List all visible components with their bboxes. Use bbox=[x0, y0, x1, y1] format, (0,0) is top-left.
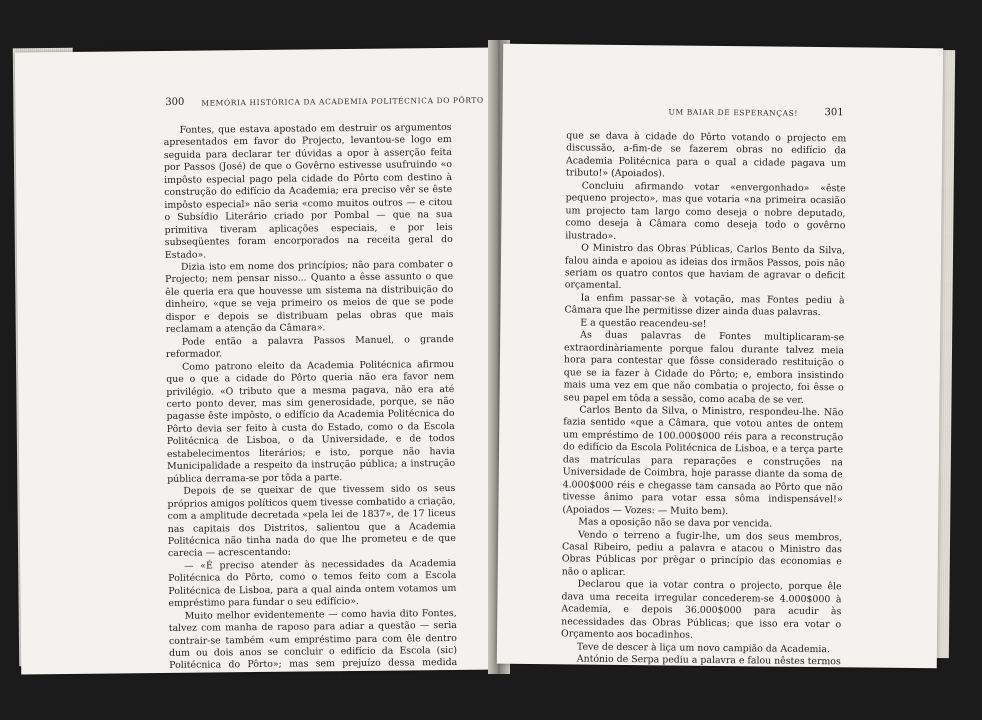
right-paragraph: Teve de descer à liça um novo campião da Academia. bbox=[576, 641, 831, 655]
right-paragraph: que se dava à cidade do Pôrto votando o projecto em discussão, a-fim-de se fazerem obras no edifício da Academia Politécnica para o qual a cidade pagava um tributo!» (Apoiados). bbox=[565, 130, 847, 180]
right-page bbox=[497, 44, 943, 716]
right-paragraph: E a questão reacendeu-se! bbox=[580, 317, 707, 330]
left-running-head: MEMÓRIA HISTÓRICA DA ACADEMIA POLITÉCNICA DO PÔRTO bbox=[201, 95, 484, 108]
left-paragraph: Fontes, que estava apostado em destruir os argumentos apresentados em favor do Projecto, levantou-se logo em seguida para declarar ter dúvidas a opor à asserção feita por Passos (José) de que o Govêrno estivesse usufruindo «o impôsto especial pago pela cidade do Pôrto com destino à construção do edifício da Academia; era preciso vêr se êste impôsto especial» não seria «como muitos outros — e citou o Subsídio Literário criado por Pombal — que na sua primitiva tiveram aplicações especiais, e por leis subseqüentes foram encorporados na receita geral do Estado». bbox=[163, 121, 453, 261]
left-paragraph: Muito melhor evidentemente — como havia dito Fontes, talvez com manha de raposo para adiar a questão — seria contrair-se também «um empréstimo para com êle dentro dum ou dois anos se concluir o edifício da Escola (sic) Politécnica do Pôrto»; mas sem prejuízo dessa medida supunha que «era um testemunho de consideração bbox=[168, 607, 458, 684]
right-paragraph: António de Serpa pediu a palavra e falou nêstes termos sensatos: bbox=[560, 653, 841, 678]
right-paragraph: Carlos Bento da Silva, o Ministro, respondeu-lhe. Não fazia sentido «que a Câmara, que votou antes de ontem um empréstimo de 100.000$000 réis para a reconstrução do edifício da Escola Politécnica de Lisboa, e a terça parte das matrículas para reparações e construções na Universidade de Coimbra, hoje parasse diante da soma de 4.000$000 réis e chegasse tam cansada ao Pôrto que não tivesse ânimo para votar essa sôma indispensável!» (Apoiados — Vozes: — Muito bem). bbox=[562, 404, 844, 517]
left-paragraph: Dizia isto em nome dos princípios; não para combater o Projecto; nem pensar nisso... Quanto a êsse assunto o que êle queria era que houvesse um sistema na distribuição do dinheiro, «que se veja primeiro os meios de que se pode dispor e depois se distribuam pelas obras que mais reclamam a atenção da Câmara». bbox=[165, 258, 454, 336]
left-paragraph: Como patrono eleito da Academia Politécnica afirmou que o que a cidade do Pôrto queria não era favor nem privilégio. «O tributo que a mesma pagava, não era até certo ponto dever, mas sim generosidade, porque, se não pagasse êste impôsto, o edifício da Academia Politécnica do Pôrto devia ser feito à custa do Estado, como o da Escola Politécnica de Lisboa, o da Universidade, e de todos estabelecimentos literários; e isto, porque não havia Municipalidade a respeito da instrução pública; a instrução pública derrama-se por tôda a parte. bbox=[166, 358, 456, 485]
left-paragraph: Depois de se queixar de que tivessem sido os seus próprios amigos políticos quem tivesse combatido a criação, com a amplitude decretada «pela lei de 1837», de 17 liceus nas capitais dos Distritos, salientou que a Academia Politécnica não tinha nada do que lhe prometeu e de que carecia — acrescentando: bbox=[167, 483, 456, 560]
left-text-block bbox=[164, 122, 458, 685]
left-page-number: 300 bbox=[165, 96, 185, 108]
left-paragraph: Pode então a palavra Passos Manuel, o grande reformador. bbox=[165, 333, 454, 361]
left-paragraph: — «É preciso atender às necessidades da Academia Politécnica do Pôrto, como o temos feito com a Escola Politécnica de Lisboa, para a qual ainda ontem votamos um empréstimo para fundar o seu edifício». bbox=[168, 557, 457, 610]
right-paragraph: Concluiu afirmando votar «envergonhado» «êste pequeno projecto», mas que votaria «na primeira ocasião um projecto tam largo como deseja o nobre deputado, como deseja à Câmara como deseja todo o govêrno ilustrado». bbox=[565, 180, 846, 242]
right-paragraph: Declarou que ia votar contra o projecto, porque êle dava uma receita irregular concederem-se 4.000$000 à Academia, e depois 36.000$000 para acudir às necessidades das Obras Públicas; que isso era votar o Orçamento aos bocadinhos. bbox=[561, 578, 842, 641]
right-paragraph: — «Snr. Presidente, eu tenho visto desnaturar completamente a questão (Apoiados), tem-se votado êste ano, tem-se votado em tôdas bbox=[560, 678, 841, 716]
right-paragraph: Mas a oposição não se dava por vencida. bbox=[578, 516, 773, 530]
right-paragraph: As duas palavras de Fontes multiplicaram-se extraordinàriamente porque falou durante talvez meia hora para contestar que fôsse considerado restituição o que se ia fazer à Cidade do Pôrto; e, embora insistindo mais uma vez em que não combatia o projecto, foi êsse o seu papel em tôda a sessão, como acaba de se ver. bbox=[563, 329, 845, 406]
left-page bbox=[15, 48, 499, 684]
right-text-block bbox=[560, 130, 846, 718]
right-paragraph: Vendo o terreno a fugir-lhe, um dos seus membros, Casal Ribeiro, pediu a palavra e atacou o Ministro das Obras Públicas por prègar o princípio das economias e não o aplicar. bbox=[561, 529, 843, 578]
right-running-head: UM BAIAR DE ESPERANÇAS! bbox=[668, 107, 799, 118]
right-paragraph: O Ministro das Obras Públicas, Carlos Bento da Silva, falou ainda e apoiou as ideias dos irmãos Passos, pois não seriam os quatro contos que haviam de agravar o deficit orçamental. bbox=[564, 242, 846, 292]
right-page-number: 301 bbox=[824, 107, 844, 119]
right-paragraph: Ia enfim passar-se à votação, mas Fontes pediu à Câmara que lhe permitisse dizer ainda duas palavras. bbox=[564, 292, 845, 319]
